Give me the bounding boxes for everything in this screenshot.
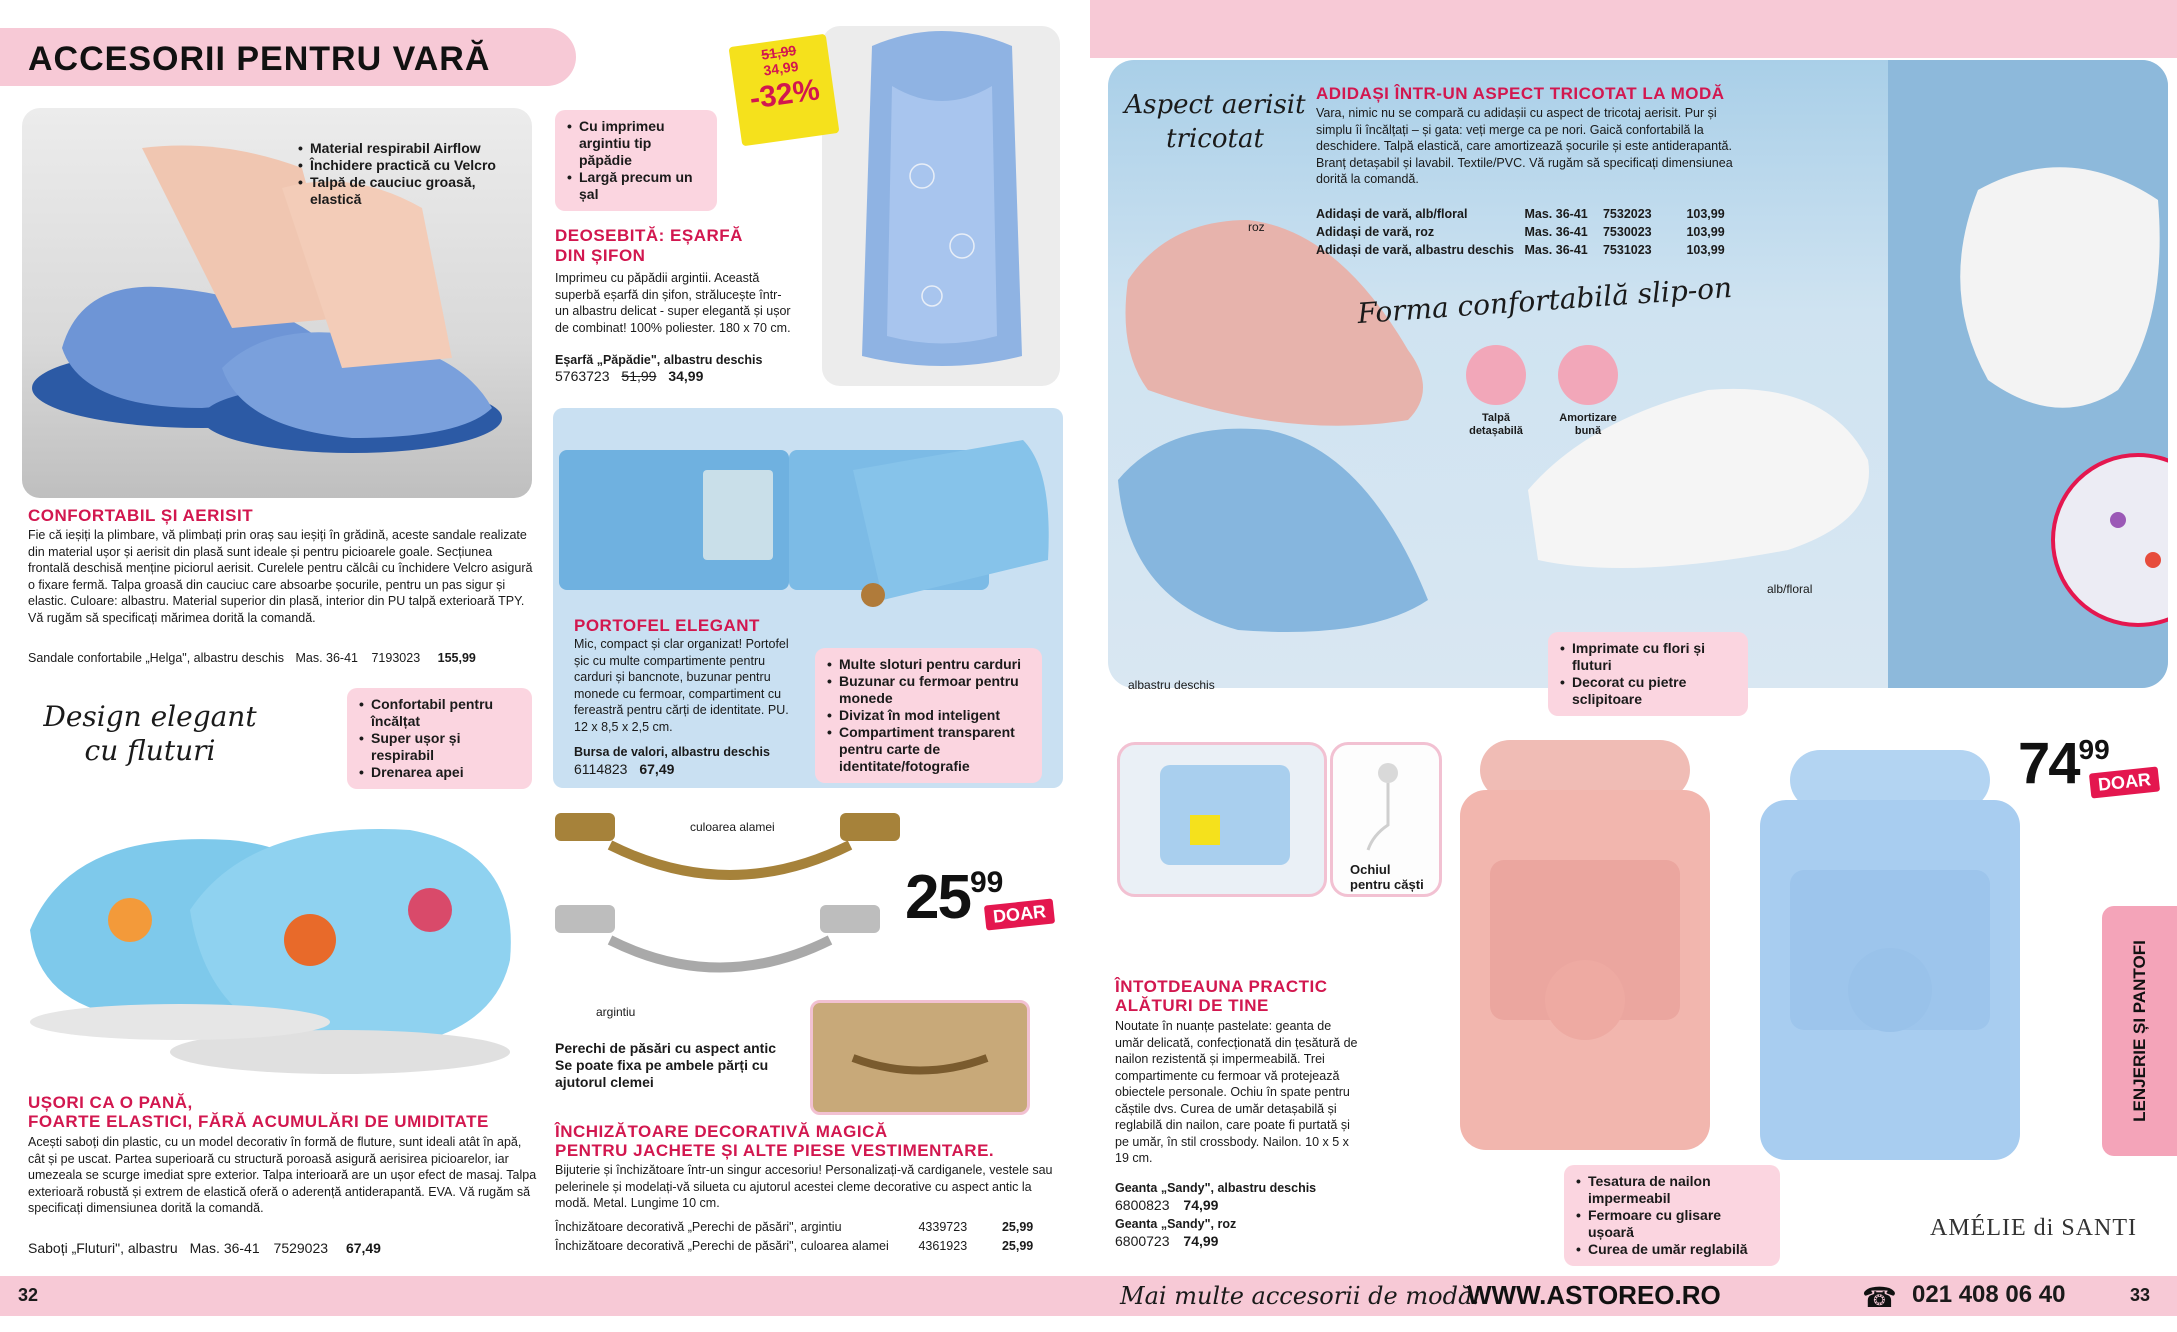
bag-title-1: ÎNTOTDEAUNA PRACTIC bbox=[1115, 977, 1328, 996]
bullet: • Fermoare cu glisare ușoară bbox=[1576, 1207, 1768, 1241]
bullet: • Talpă de cauciuc groasă, elastică bbox=[298, 174, 498, 208]
bullet: • Compartiment transparent pentru carte de identitate/fotografie bbox=[827, 724, 1030, 775]
order-code: 6114823 bbox=[574, 761, 628, 777]
bullet: • Tesatura de nailon impermeabil bbox=[1576, 1173, 1768, 1207]
bag-detail-photo bbox=[1117, 742, 1327, 897]
bag-detail-illustration bbox=[1120, 745, 1324, 894]
price-int: 74 bbox=[2018, 731, 2079, 796]
wallet-text: Mic, compact și clar organizat! Portofel șic cu multe compartimente pentru carduri și bancnote, buzunar pentru monede cu fermoar, compartiment cu fereastră pentru cărți de identitate. PU. 12 x 8,5 x 2,5 cm. bbox=[574, 637, 789, 734]
order-name: Adidași de vară, alb/floral bbox=[1316, 207, 1468, 221]
wallet-order-name: Bursa de valori, albastru deschis bbox=[574, 745, 770, 759]
order-code: 7529023 bbox=[273, 1240, 329, 1256]
scarf-order-name: Eșarfă „Păpădie", albastru deschis bbox=[555, 353, 763, 367]
order-code: 6800723 bbox=[1115, 1233, 1170, 1249]
order-code: 7532023 bbox=[1602, 207, 1652, 221]
bag-doar-badge: DOAR bbox=[2089, 766, 2160, 798]
bullet: • Multe sloturi pentru carduri bbox=[827, 656, 1030, 673]
order-code: 6800823 bbox=[1115, 1197, 1170, 1213]
bag-order-2 bbox=[1115, 1233, 1218, 1250]
label-blue: albastru deschis bbox=[1128, 678, 1215, 692]
order-code: 7193023 bbox=[371, 651, 421, 665]
sandals-order bbox=[28, 650, 476, 667]
scarf-order bbox=[555, 368, 703, 385]
clasp-bullets bbox=[555, 1040, 805, 1091]
clogs-bullets bbox=[347, 688, 532, 789]
discount-badge bbox=[729, 34, 840, 147]
price-dec: 99 bbox=[969, 866, 1004, 899]
order-price: 67,49 bbox=[345, 1240, 381, 1256]
badge-cushioning: Amortizare bună bbox=[1559, 412, 1617, 437]
wallet-bullets bbox=[815, 648, 1042, 783]
footer-band bbox=[0, 1276, 2177, 1316]
order-size: Mas. 36-41 bbox=[1524, 225, 1588, 239]
order-price: 103,99 bbox=[1686, 225, 1725, 239]
scarf-text: Imprimeu cu păpădii argintii. Această superbă eșarfă din șifon, strălucește într-un albastru delicat - super elegantă și ușor de combinat! 100% poliester. 180 x 70 cm. bbox=[555, 271, 791, 335]
wallet-photo bbox=[553, 410, 1063, 615]
bullet: Se poate fixa pe ambele părți cu ajutorul clemei bbox=[555, 1057, 769, 1090]
detachable-sole-icon bbox=[1466, 345, 1526, 405]
order-price: 103,99 bbox=[1686, 243, 1725, 257]
order-code: 5763723 bbox=[555, 368, 610, 384]
phone-number: 021 408 06 40 bbox=[1912, 1281, 2066, 1308]
order-price: 67,49 bbox=[639, 761, 675, 777]
price-dec: 99 bbox=[2078, 734, 2110, 765]
bullet: • Imprimate cu flori și fluturi bbox=[1560, 640, 1736, 674]
side-tab[interactable] bbox=[2102, 906, 2177, 1156]
order-name: Închizătoare decorativă „Perechi de păsări", argintiu bbox=[555, 1220, 842, 1234]
bullet: • Cu imprimeu argintiu tip păpădie bbox=[567, 118, 705, 169]
order-code: 7531023 bbox=[1602, 243, 1652, 257]
clogs-photo bbox=[10, 790, 535, 1090]
label-brass: culoarea alamei bbox=[690, 820, 775, 834]
order-name: Adidași de vară, albastru deschis bbox=[1316, 243, 1514, 257]
order-old-price: 51,99 bbox=[621, 368, 657, 384]
clogs-order bbox=[28, 1240, 381, 1257]
header-band-right bbox=[1090, 0, 2177, 58]
sneakers-order-3 bbox=[1316, 242, 1725, 259]
scarf-title: DEOSEBITĂ: EȘARFĂ DIN ȘIFON bbox=[555, 226, 743, 265]
scarf-illustration bbox=[822, 26, 1060, 386]
clasp-doar-badge: DOAR bbox=[984, 898, 1055, 930]
bullet: • Curea de umăr reglabilă bbox=[1576, 1241, 1768, 1258]
label-silver: argintiu bbox=[596, 1005, 636, 1019]
new-price: 34,99 bbox=[762, 57, 800, 79]
price-int: 25 bbox=[905, 863, 970, 932]
wallet-illustration bbox=[553, 410, 1063, 615]
bullet: • Confortabil pentru încălțat bbox=[359, 696, 520, 730]
badge-detachable: Talpă detașabilă bbox=[1469, 412, 1523, 437]
bullet: • Largă precum un șal bbox=[567, 169, 705, 203]
clasp-photo bbox=[550, 805, 910, 1010]
label-floral: alb/floral bbox=[1767, 582, 1813, 596]
sneakers-order-1 bbox=[1316, 206, 1725, 223]
order-size: Mas. 36-41 bbox=[295, 651, 358, 665]
bag-order-1 bbox=[1115, 1197, 1218, 1214]
order-size: Mas. 36-41 bbox=[1524, 243, 1588, 257]
page-number-left: 32 bbox=[18, 1285, 39, 1305]
bullet: Perechi de păsări cu aspect antic bbox=[555, 1040, 776, 1056]
clogs-title-1: UȘORI CA O PANĂ, bbox=[28, 1093, 193, 1112]
bullet: • Drenarea apei bbox=[359, 764, 520, 781]
order-size: Mas. 36-41 bbox=[1524, 207, 1588, 221]
footer-script: Mai multe accesorii de modă: bbox=[1120, 1282, 1481, 1310]
label-pink: roz bbox=[1248, 220, 1265, 234]
order-price: 103,99 bbox=[1686, 207, 1725, 221]
side-tab-label: LENJERIE ȘI PANTOFI bbox=[2130, 940, 2149, 1122]
order-name: Saboți „Fluturi", albastru bbox=[28, 1240, 178, 1256]
bullet: • Divizat în mod inteligent bbox=[827, 707, 1030, 724]
clasp-detail-photo bbox=[810, 1000, 1030, 1115]
bullet: • Super ușor și respirabil bbox=[359, 730, 520, 764]
sneakers-bullets bbox=[1548, 632, 1748, 716]
old-price: 51,99 bbox=[760, 42, 798, 63]
sandals-text: Fie că ieșiți la plimbare, vă plimbați prin oraș sau ieșiți în grădină, aceste sandale realizate din material ușor și aerisit din plasă sunt ideale și pentru picioarele goale. Secțiunea frontală deschisă menține piciorul aerisit. Curelele pentru călcâi cu închidere Velcro asigură o fixare fermă. Talpa groasă din cauciuc care absoarbe șocurile, pentru un pas sigur și elastic. Culoare: albastru. Material superior din plasă, interior din PU talpă exterioară TPY. Vă rugăm să specificați mărimea dorită la comandă. bbox=[28, 528, 533, 625]
sneakers-order-2 bbox=[1316, 224, 1725, 241]
order-code: 7530023 bbox=[1602, 225, 1652, 239]
clogs-title-2: FOARTE ELASTICI, FĂRĂ ACUMULĂRI DE UMIDITATE bbox=[28, 1112, 489, 1131]
clasp-title-2: PENTRU JACHETE ȘI ALTE PIESE VESTIMENTARE. bbox=[555, 1141, 995, 1160]
cushioning-icon bbox=[1558, 345, 1618, 405]
bag-title-2: ALĂTURI DE TINE bbox=[1115, 996, 1269, 1015]
clasp-text: Bijuterie și închizătoare într-un singur accesoriu! Personalizați-vă cardiganele, vestele sau pelerinele și modelați-vă silueta cu ajutorul acestei cleme decorative cu aspect antic la modă. Metal. Lungime 10 cm. bbox=[555, 1163, 1053, 1210]
bag-bullets bbox=[1564, 1165, 1780, 1266]
clasp-order-2 bbox=[555, 1238, 1055, 1255]
clogs-text: Acești saboți din plastic, cu un model decorativ în formă de fluture, sunt ideali atât în apă, cât și pe uscat. Partea superioară cu structură poroasă asigură aerisirea picioarelor, iar umezeala se scurge imediat spre exterior. Talpa interioară are un ușor efect de masaj. Talpa exterioară robustă și extrem de elastică oferă o aderență antiderapantă. EVA. Vă rugăm să specificați dimensiunea dorită la comandă. bbox=[28, 1135, 537, 1215]
clasp-illustration bbox=[550, 805, 910, 1010]
earphone-label: Ochiul pentru căști bbox=[1350, 862, 1424, 892]
phone-icon: ☎ bbox=[1862, 1282, 1897, 1313]
sneakers-script-top: Aspect aerisit tricotat bbox=[1124, 90, 1306, 154]
bullet: • Buzunar cu fermoar pentru monede bbox=[827, 673, 1030, 707]
bullet: • Decorat cu pietre sclipitoare bbox=[1560, 674, 1736, 708]
order-price: 74,99 bbox=[1183, 1233, 1219, 1249]
discount-percent: -32% bbox=[747, 73, 822, 116]
order-price: 34,99 bbox=[668, 368, 704, 384]
order-name: Închizătoare decorativă „Perechi de păsări", culoarea alamei bbox=[555, 1239, 889, 1253]
order-name: Adidași de vară, roz bbox=[1316, 225, 1435, 239]
page-title: ACCESORII PENTRU VARĂ bbox=[28, 40, 491, 78]
bullet: • Închidere practică cu Velcro bbox=[298, 157, 498, 174]
clasp-title-1: ÎNCHIZĂTOARE DECORATIVĂ MAGICĂ bbox=[555, 1122, 888, 1141]
clogs-script-label: Design elegant cu fluturi bbox=[43, 700, 257, 767]
bag-order-name-1: Geanta „Sandy", albastru deschis bbox=[1115, 1181, 1317, 1195]
order-code: 4339723 bbox=[918, 1220, 968, 1234]
order-price: 74,99 bbox=[1183, 1197, 1219, 1213]
order-code: 4361923 bbox=[918, 1239, 968, 1253]
bullet: • Material respirabil Airflow bbox=[298, 140, 498, 157]
sneakers-script-mid: Forma confortabilă slip-on bbox=[1356, 270, 1734, 331]
clogs-illustration bbox=[10, 790, 535, 1090]
clasp-detail-illustration bbox=[813, 1003, 1027, 1112]
wallet-order bbox=[574, 761, 674, 778]
order-size: Mas. 36-41 bbox=[189, 1240, 260, 1256]
bag-order-name-2: Geanta „Sandy", roz bbox=[1115, 1217, 1237, 1231]
footer-url[interactable]: WWW.ASTOREO.RO bbox=[1467, 1280, 1721, 1310]
sneakers-text: Vara, nimic nu se compară cu adidașii cu aspect de tricotaj aerisit. Pur și simplu îi încălțați – și gata: veți merge ca pe nori. Gaică confortabilă la deschidere. Talpă elastică, care amortizează șocurile și este antiderapantă. Branț detașabil și lavabil. Textile/PVC. Vă rugăm să specificați dimensiunea dorită la comandă. bbox=[1316, 106, 1733, 186]
sneakers-title: ADIDAȘI ÎNTR-UN ASPECT TRICOTAT LA MODĂ bbox=[1316, 84, 1725, 103]
wallet-title: PORTOFEL ELEGANT bbox=[574, 616, 760, 635]
clasp-order-1 bbox=[555, 1219, 1055, 1236]
bag-text: Noutate în nuanțe pastelate: geanta de umăr delicată, confecționată din țesătură de nailon rezistentă și impermeabilă. Trei compartimente cu fermoar vă protejează obiectele personale. Ochiu în spate pentru căștile dvs. Curea de umăr detașabilă și reglabilă din nailon, care poate fi purtată și pe umăr, în stil crossbody. Nailon. 10 x 5 x 19 cm. bbox=[1115, 1019, 1358, 1165]
sandals-bullets bbox=[286, 132, 510, 216]
order-price: 25,99 bbox=[1001, 1239, 1034, 1253]
scarf-photo bbox=[822, 26, 1060, 386]
brand-logo: AMÉLIE di SANTI bbox=[1930, 1215, 2137, 1241]
page-number-right: 33 bbox=[2130, 1285, 2151, 1305]
order-price: 155,99 bbox=[437, 651, 476, 665]
order-name: Sandale confortabile „Helga", albastru deschis bbox=[28, 651, 284, 665]
order-price: 25,99 bbox=[1001, 1220, 1034, 1234]
sandals-title: CONFORTABIL ȘI AERISIT bbox=[28, 506, 254, 525]
scarf-bullets bbox=[555, 110, 717, 211]
